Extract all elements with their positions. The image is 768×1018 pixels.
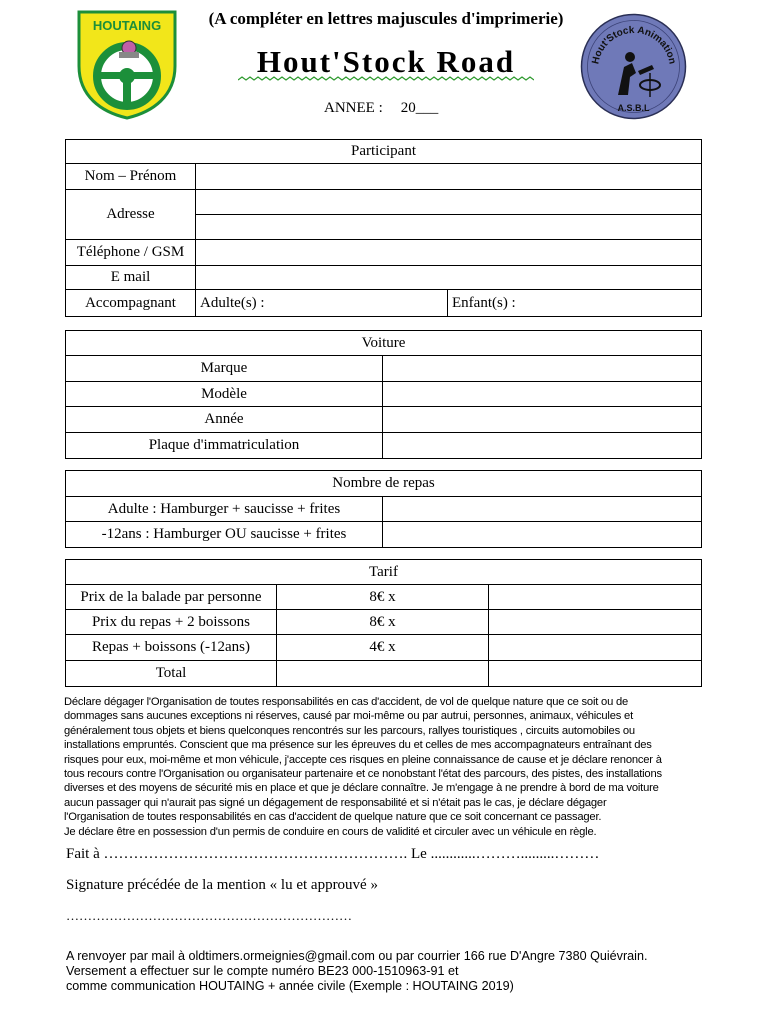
logo-right-text: Hout'Stock Animation — [590, 24, 678, 66]
voiture-table — [65, 330, 702, 459]
phone-label: Téléphone / GSM — [66, 240, 196, 266]
declaration-line: aucun passager qui n'aurait pas signé un dégagement de responsabilité et si n'était pas le cas, je déclare dégager — [64, 796, 607, 809]
declaration-line: Déclare dégager l'Organisation de toutes responsabilités en cas d'accident, de vol de quelque nature que ce soit ou de — [64, 696, 629, 708]
address-field-line1[interactable] — [196, 190, 702, 215]
adults-field[interactable]: Adulte(s) : — [196, 290, 448, 317]
car-brand-field[interactable] — [383, 356, 702, 382]
footer-line: A renvoyer par mail à oldtimers.ormeignies@gmail.com ou par courrier 166 rue D'Angre 7380 Quiévrain. — [66, 949, 648, 963]
meal-child-field[interactable] — [383, 522, 702, 548]
meal-adult-field[interactable] — [383, 497, 702, 522]
instruction-text: (A compléter en lettres majuscules d'imprimerie) — [208, 9, 564, 28]
form-title: Hout'Stock Road — [256, 44, 516, 79]
declaration-line: généralement tous objets et biens quelconques rencontrés sur les parcours, rallyes touristiques , circuits automobiles ou — [64, 724, 635, 737]
tarif-row-amount[interactable] — [489, 635, 702, 661]
tarif-total-label: Total — [66, 661, 277, 687]
car-year-field[interactable] — [383, 407, 702, 433]
tarif-row-price: 8€ x — [277, 585, 489, 610]
companion-label: Accompagnant — [66, 290, 196, 317]
declaration-line: dommages sans aucunes exceptions ni réserves, causé par moi-même ou par autrui, personnes, animaux, véhicules et — [64, 710, 633, 723]
signature-field[interactable]: ………………………………………………………… — [66, 908, 352, 923]
tarif-row-label: Repas + boissons (-12ans) — [66, 635, 277, 661]
car-plate-field[interactable] — [383, 433, 702, 459]
meal-adult-label: Adulte : Hamburger + saucisse + frites — [66, 497, 383, 522]
tarif-row-label: Prix du repas + 2 boissons — [66, 610, 277, 635]
meals-heading: Nombre de repas — [66, 471, 702, 497]
houtstock-animation-logo — [580, 13, 687, 120]
car-plate-label: Plaque d'immatriculation — [66, 433, 383, 459]
address-field-line2[interactable] — [196, 215, 702, 240]
houtaing-logo — [73, 8, 181, 120]
meals-table — [65, 470, 702, 548]
address-label: Adresse — [66, 190, 196, 240]
tarif-row-amount[interactable] — [489, 610, 702, 635]
car-model-label: Modèle — [66, 382, 383, 407]
tarif-row-amount[interactable] — [489, 585, 702, 610]
year-label: ANNEE : — [324, 100, 383, 116]
email-field[interactable] — [196, 266, 702, 290]
declaration-line: tous recours contre l'Organisation ou organisateur partenaire et ce nonobstant l'état des parcours, des pistes, des installations — [64, 768, 662, 781]
meal-child-label: -12ans : Hamburger OU saucisse + frites — [66, 522, 383, 548]
car-year-label: Année — [66, 407, 383, 433]
declaration-line: risques pour eux, moi-même et mon véhicule, j'accepte ces risques en pleine connaissance de cause et je déclare renoncer à — [64, 753, 662, 766]
tarif-row-price: 8€ x — [277, 610, 489, 635]
declaration-line: Je déclare être en possession d'un permis de conduire en cours de validité et circuler avec un véhicule en règle. — [64, 825, 597, 838]
tarif-total-amount[interactable] — [489, 661, 702, 687]
year-field — [324, 100, 438, 117]
car-model-field[interactable] — [383, 382, 702, 407]
phone-field[interactable] — [196, 240, 702, 266]
voiture-heading: Voiture — [66, 331, 702, 356]
footer-line: comme communication HOUTAING + année civile (Exemple : HOUTAING 2019) — [66, 979, 514, 993]
spellcheck-underline — [238, 76, 534, 82]
declaration-line: diverses et des moyens de sécurité mis en place et que je déclare connaître. Je m'engage à ne prendre à bord de ma voiture — [64, 782, 659, 795]
tarif-total-price[interactable] — [277, 661, 489, 687]
year-value[interactable]: 20___ — [400, 100, 439, 116]
place-date-line[interactable]: Fait à ……………………………………………………. Le ............……….........……… — [66, 846, 600, 862]
signature-mention: Signature précédée de la mention « lu et approuvé » — [66, 877, 378, 893]
name-label: Nom – Prénom — [66, 164, 196, 190]
car-brand-label: Marque — [66, 356, 383, 382]
logo-left-text: HOUTAING — [92, 18, 162, 33]
declaration-line: installations empruntés. Conscient que ma présence sur les épreuves du et celles de mes accompagnateurs entraînant des — [64, 739, 652, 752]
participant-table — [65, 139, 702, 317]
name-field[interactable] — [196, 164, 702, 190]
declaration-line: l'Organisation de toutes responsabilités en cas d'accident de quelque nature que ce soit concernant ce passager. — [64, 811, 602, 824]
liability-declaration — [64, 695, 704, 839]
tarif-row-price: 4€ x — [277, 635, 489, 661]
tarif-row-label: Prix de la balade par personne — [66, 585, 277, 610]
tarif-table — [65, 559, 702, 687]
email-label: E mail — [66, 266, 196, 290]
footer-line: Versement a effectuer sur le compte numéro BE23 000-1510963-91 et — [66, 964, 459, 978]
logo-right-sub: A.S.B.L — [617, 103, 650, 113]
participant-heading: Participant — [66, 140, 702, 164]
footer-instructions — [66, 949, 647, 994]
tarif-heading: Tarif — [66, 560, 702, 585]
children-field[interactable]: Enfant(s) : — [448, 290, 702, 317]
